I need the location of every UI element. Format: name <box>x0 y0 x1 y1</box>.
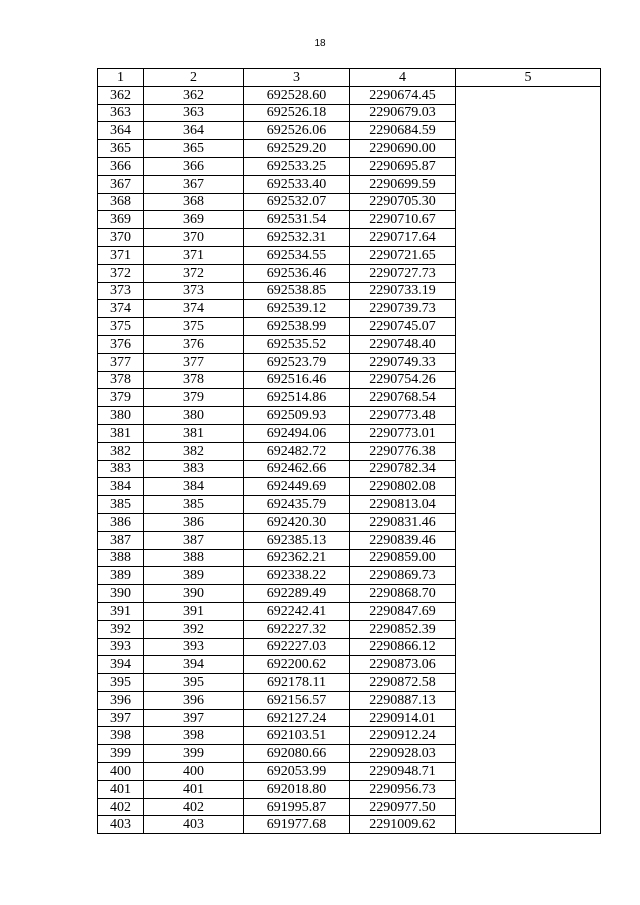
table-cell-col-1: 370 <box>98 229 144 247</box>
table-cell-col-1: 397 <box>98 709 144 727</box>
table-header <box>98 69 601 87</box>
table-cell-col-1: 385 <box>98 496 144 514</box>
table-cell-col-1: 371 <box>98 246 144 264</box>
table-cell-col-3: 692462.66 <box>244 460 350 478</box>
table-cell-col-2: 403 <box>144 816 244 834</box>
table-cell-col-2: 396 <box>144 691 244 709</box>
table-cell-col-2: 372 <box>144 264 244 282</box>
table-cell-col-4: 2290859.00 <box>350 549 456 567</box>
table-cell-col-4: 2290847.69 <box>350 602 456 620</box>
table-cell-col-2: 397 <box>144 709 244 727</box>
table-cell-col-3: 692385.13 <box>244 531 350 549</box>
table-cell-col-3: 692289.49 <box>244 585 350 603</box>
table-cell-col-2: 382 <box>144 442 244 460</box>
table-cell-col-1: 393 <box>98 638 144 656</box>
table-cell-col-4: 2290928.03 <box>350 745 456 763</box>
table-cell-col-3: 692535.52 <box>244 335 350 353</box>
table-cell-col-3: 692362.21 <box>244 549 350 567</box>
table-cell-col-4: 2290914.01 <box>350 709 456 727</box>
table-cell-col-3: 692531.54 <box>244 211 350 229</box>
table-cell-col-1: 389 <box>98 567 144 585</box>
table-cell-col-1: 377 <box>98 353 144 371</box>
table-cell-col-1: 398 <box>98 727 144 745</box>
header-row <box>98 69 601 87</box>
table-cell-col-1: 400 <box>98 763 144 781</box>
table-cell-col-1: 375 <box>98 318 144 336</box>
table-cell-col-1: 387 <box>98 531 144 549</box>
table-cell-col-2: 402 <box>144 798 244 816</box>
table-cell-col-1: 380 <box>98 407 144 425</box>
table-cell-col-1: 367 <box>98 175 144 193</box>
table-cell-col-4: 2290839.46 <box>350 531 456 549</box>
table-cell-col-3: 691977.68 <box>244 816 350 834</box>
table-cell-col-1: 402 <box>98 798 144 816</box>
table-cell-col-2: 369 <box>144 211 244 229</box>
table-cell-col-4: 2290679.03 <box>350 104 456 122</box>
table-cell-col-3: 692127.24 <box>244 709 350 727</box>
header-col-4: 4 <box>350 69 456 87</box>
table-cell-col-4: 2290721.65 <box>350 246 456 264</box>
table-cell-col-3: 692516.46 <box>244 371 350 389</box>
table-cell-col-2: 377 <box>144 353 244 371</box>
table-cell-col-4: 2290866.12 <box>350 638 456 656</box>
table-cell-col-2: 388 <box>144 549 244 567</box>
table-cell-col-4: 2290727.73 <box>350 264 456 282</box>
table-cell-col-1: 379 <box>98 389 144 407</box>
table-cell-col-2: 384 <box>144 478 244 496</box>
table-cell-col-1: 396 <box>98 691 144 709</box>
table-cell-col-4: 2290699.59 <box>350 175 456 193</box>
table-cell-col-2: 374 <box>144 300 244 318</box>
table-cell-col-1: 373 <box>98 282 144 300</box>
table-cell-col-3: 692523.79 <box>244 353 350 371</box>
table-cell-col-3: 692533.40 <box>244 175 350 193</box>
table-cell-col-2: 368 <box>144 193 244 211</box>
table-cell-col-1: 369 <box>98 211 144 229</box>
table-cell-col-3: 692536.46 <box>244 264 350 282</box>
table-cell-col-3: 692103.51 <box>244 727 350 745</box>
table-cell-col-4: 2290802.08 <box>350 478 456 496</box>
table-cell-col-4: 2290690.00 <box>350 140 456 158</box>
table-cell-col-2: 398 <box>144 727 244 745</box>
table-cell-col-4: 2290831.46 <box>350 513 456 531</box>
table-cell-col-2: 375 <box>144 318 244 336</box>
table-row <box>98 86 601 104</box>
header-col-5: 5 <box>456 69 601 87</box>
table-cell-col-1: 394 <box>98 656 144 674</box>
table-cell-col-1: 368 <box>98 193 144 211</box>
table-cell-col-4: 2290717.64 <box>350 229 456 247</box>
table-cell-col-1: 388 <box>98 549 144 567</box>
table-cell-col-3: 692509.93 <box>244 407 350 425</box>
table-cell-col-4: 2290748.40 <box>350 335 456 353</box>
table-cell-col-2: 379 <box>144 389 244 407</box>
table-cell-col-4: 2290674.45 <box>350 86 456 104</box>
table-cell-col-1: 384 <box>98 478 144 496</box>
table-cell-col-1: 392 <box>98 620 144 638</box>
table-cell-col-2: 395 <box>144 674 244 692</box>
table-cell-col-2: 392 <box>144 620 244 638</box>
table-cell-col-3: 692532.31 <box>244 229 350 247</box>
table-cell-col-4: 2290872.58 <box>350 674 456 692</box>
table-cell-col-2: 387 <box>144 531 244 549</box>
table-cell-col-1: 364 <box>98 122 144 140</box>
table-cell-col-3: 692435.79 <box>244 496 350 514</box>
table-cell-col-4: 2290873.06 <box>350 656 456 674</box>
table-cell-col-2: 389 <box>144 567 244 585</box>
table-cell-col-2: 366 <box>144 157 244 175</box>
table-cell-col-3: 692539.12 <box>244 300 350 318</box>
table-cell-col-2: 393 <box>144 638 244 656</box>
header-col-1: 1 <box>98 69 144 87</box>
table-cell-col-2: 386 <box>144 513 244 531</box>
table-cell-col-1: 376 <box>98 335 144 353</box>
table-cell-col-2: 383 <box>144 460 244 478</box>
table-cell-col-4: 2290977.50 <box>350 798 456 816</box>
table-cell-col-2: 378 <box>144 371 244 389</box>
table-cell-col-1: 374 <box>98 300 144 318</box>
table-cell-col-4: 2290768.54 <box>350 389 456 407</box>
table-cell-col-2: 381 <box>144 424 244 442</box>
table-cell-col-3: 692534.55 <box>244 246 350 264</box>
table-cell-col-4: 2290705.30 <box>350 193 456 211</box>
table-cell-col-4: 2290852.39 <box>350 620 456 638</box>
table-cell-col-4: 2290956.73 <box>350 780 456 798</box>
table-cell-col-3: 692156.57 <box>244 691 350 709</box>
table-cell-col-4: 2290773.01 <box>350 424 456 442</box>
table-cell-col-3: 692529.20 <box>244 140 350 158</box>
table-cell-col-1: 362 <box>98 86 144 104</box>
table-cell-col-1: 401 <box>98 780 144 798</box>
table-cell-col-1: 391 <box>98 602 144 620</box>
table-cell-col-3: 692449.69 <box>244 478 350 496</box>
table-cell-col-1: 399 <box>98 745 144 763</box>
table-cell-col-3: 692018.80 <box>244 780 350 798</box>
table-cell-col-2: 365 <box>144 140 244 158</box>
table-cell-col-3: 692200.62 <box>244 656 350 674</box>
table-cell-col-2: 391 <box>144 602 244 620</box>
page-number: 18 <box>314 38 326 49</box>
table-cell-col-2: 371 <box>144 246 244 264</box>
table-cell-col-4: 2290868.70 <box>350 585 456 603</box>
table-cell-col-4: 2290869.73 <box>350 567 456 585</box>
table-cell-col-2: 363 <box>144 104 244 122</box>
table-cell-col-4: 2290684.59 <box>350 122 456 140</box>
table-cell-col-4: 2290912.24 <box>350 727 456 745</box>
table-cell-col-1: 403 <box>98 816 144 834</box>
table-cell-col-2: 394 <box>144 656 244 674</box>
table-cell-col-2: 400 <box>144 763 244 781</box>
table-cell-col-3: 692227.03 <box>244 638 350 656</box>
table-cell-col-2: 367 <box>144 175 244 193</box>
table-cell-col-2: 385 <box>144 496 244 514</box>
table-cell-col-1: 378 <box>98 371 144 389</box>
table-cell-col-3: 692080.66 <box>244 745 350 763</box>
table-cell-col-3: 692538.85 <box>244 282 350 300</box>
table-cell-col-4: 2290745.07 <box>350 318 456 336</box>
table-cell-col-1: 365 <box>98 140 144 158</box>
table-cell-col-1: 386 <box>98 513 144 531</box>
table-cell-col-3: 692532.07 <box>244 193 350 211</box>
table-cell-col-4: 2290813.04 <box>350 496 456 514</box>
table-cell-col-1: 381 <box>98 424 144 442</box>
table-cell-col-2: 373 <box>144 282 244 300</box>
table-cell-col-3: 692420.30 <box>244 513 350 531</box>
table-cell-col-4: 2290749.33 <box>350 353 456 371</box>
table-cell-col-3: 692178.11 <box>244 674 350 692</box>
table-cell-col-4: 2290739.73 <box>350 300 456 318</box>
table-cell-col-1: 383 <box>98 460 144 478</box>
table-cell-col-3: 692242.41 <box>244 602 350 620</box>
table-cell-col-4: 2290695.87 <box>350 157 456 175</box>
table-cell-col-4: 2290754.26 <box>350 371 456 389</box>
table-cell-col-2: 399 <box>144 745 244 763</box>
table-cell-col-1: 366 <box>98 157 144 175</box>
table-cell-col-3: 692538.99 <box>244 318 350 336</box>
table-cell-col-4: 2290773.48 <box>350 407 456 425</box>
table-cell-col-3: 692514.86 <box>244 389 350 407</box>
table-cell-col-3: 692482.72 <box>244 442 350 460</box>
table-cell-col-2: 380 <box>144 407 244 425</box>
header-col-3: 3 <box>244 69 350 87</box>
table-cell-col-2: 362 <box>144 86 244 104</box>
table-cell-col-4: 2290710.67 <box>350 211 456 229</box>
table-cell-col-2: 370 <box>144 229 244 247</box>
table-cell-col-4: 2290776.38 <box>350 442 456 460</box>
table-cell-col-2: 376 <box>144 335 244 353</box>
table-cell-col-2: 390 <box>144 585 244 603</box>
table-cell-col-4: 2290948.71 <box>350 763 456 781</box>
table-cell-col-3: 692494.06 <box>244 424 350 442</box>
table-cell-col-5 <box>456 86 601 833</box>
table-cell-col-1: 395 <box>98 674 144 692</box>
table-body <box>98 86 601 833</box>
table-cell-col-2: 401 <box>144 780 244 798</box>
table-cell-col-1: 382 <box>98 442 144 460</box>
table-cell-col-2: 364 <box>144 122 244 140</box>
table-cell-col-3: 692526.06 <box>244 122 350 140</box>
table-cell-col-3: 692528.60 <box>244 86 350 104</box>
table-cell-col-4: 2290782.34 <box>350 460 456 478</box>
header-col-2: 2 <box>144 69 244 87</box>
table-cell-col-4: 2290887.13 <box>350 691 456 709</box>
coordinates-table <box>97 68 601 834</box>
table-cell-col-3: 692227.32 <box>244 620 350 638</box>
table-cell-col-4: 2290733.19 <box>350 282 456 300</box>
table-cell-col-1: 372 <box>98 264 144 282</box>
table-cell-col-3: 691995.87 <box>244 798 350 816</box>
table-cell-col-4: 2291009.62 <box>350 816 456 834</box>
table-cell-col-3: 692338.22 <box>244 567 350 585</box>
table-cell-col-1: 363 <box>98 104 144 122</box>
table-cell-col-3: 692053.99 <box>244 763 350 781</box>
table-cell-col-3: 692533.25 <box>244 157 350 175</box>
table-cell-col-1: 390 <box>98 585 144 603</box>
table-cell-col-3: 692526.18 <box>244 104 350 122</box>
